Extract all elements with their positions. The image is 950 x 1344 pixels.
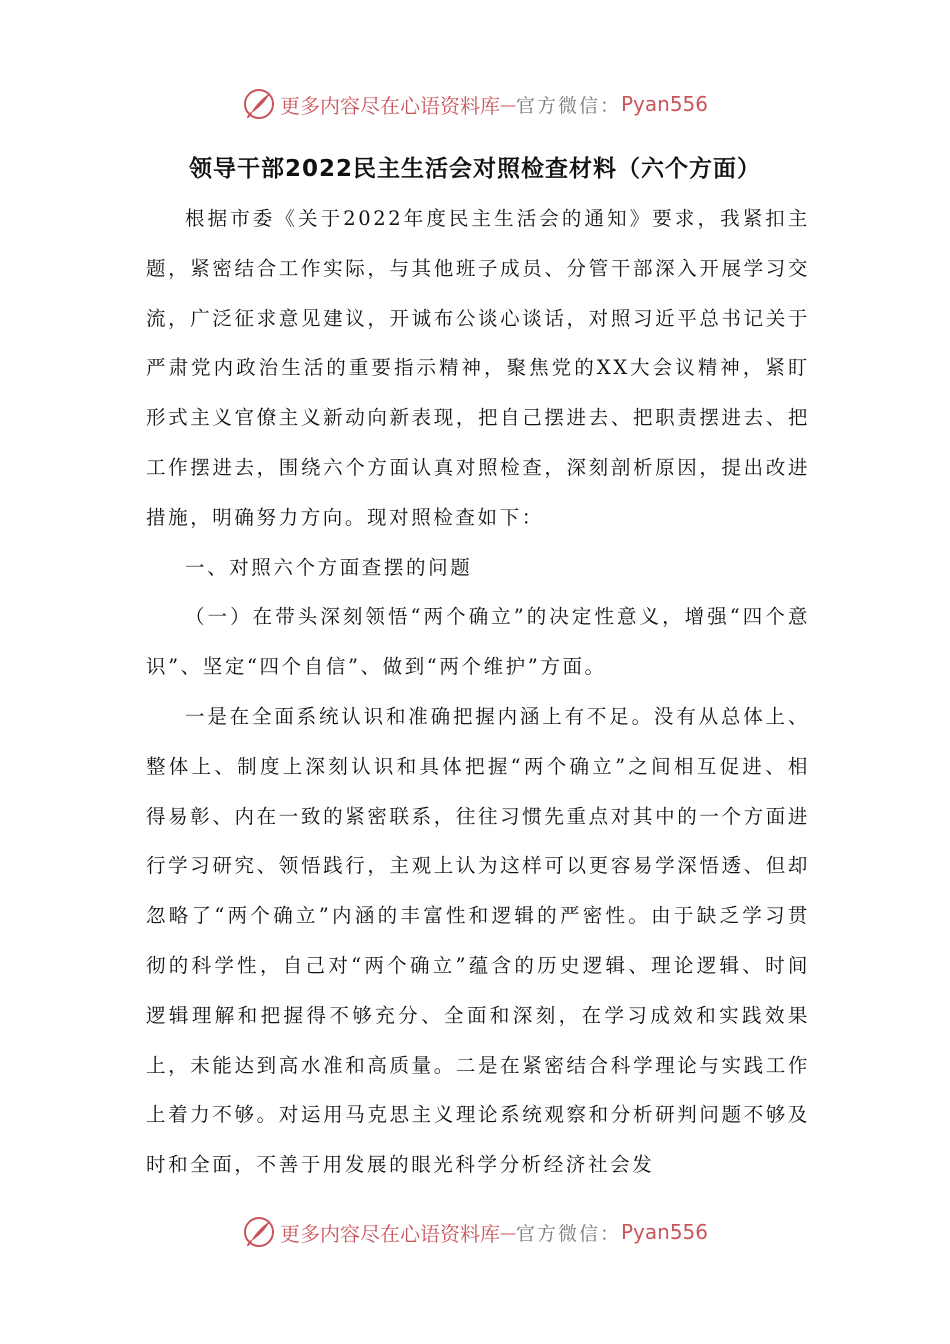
paragraph-section-heading: 一、对照六个方面查摆的问题	[185, 555, 473, 579]
document-body	[146, 194, 810, 1190]
paragraph-intro: 根据市委《关于2022年度民主生活会的通知》要求，我紧扣主题，紧密结合工作实际，与其他班子成员、分管干部深入开展学习交流，广泛征求意见建议，开诚布公谈心谈话，对照习近平总书记关于严肃党内政治生活的重要指示精神，聚焦党的XX大会议精神，紧盯形式主义官僚主义新动向新表现，把自己摆进去、把职责摆进去、把工作摆进去，围绕六个方面认真对照检查，深刻剖析原因，提出改进措施，明确努力方向。现对照检查如下：	[146, 207, 810, 529]
watermark-wechat-id: Pyan556	[621, 92, 709, 116]
watermark-separator: —	[499, 1222, 516, 1242]
watermark-label: 官方微信：	[515, 94, 621, 117]
paragraph-body: 一是在全面系统认识和准确把握内涵上有不足。没有从总体上、整体上、制度上深刻认识和具体把握“两个确立”之间相互促进、相得易彰、内在一致的紧密联系，往往习惯先重点对其中的一个方面进行学习研究、领悟践行，主观上认为这样可以更容易学深悟透、但却忽略了“两个确立”内涵的丰富性和逻辑的严密性。由于缺乏学习贯彻的科学性，自己对“两个确立”蕴含的历史逻辑、理论逻辑、时间逻辑理解和把握得不够充分、全面和深刻，在学习成效和实践效果上，未能达到高水准和高质量。二是在紧密结合科学理论与实践工作上着力不够。对运用马克思主义理论系统观察和分析研判问题不够及时和全面，不善于用发展的眼光科学分析经济社会发	[146, 704, 810, 1177]
watermark-footer	[0, 1212, 950, 1252]
watermark-label: 官方微信：	[515, 1222, 621, 1245]
paragraph-subsection-heading: （一）在带头深刻领悟“两个确立”的决定性意义，增强“四个意识”、坚定“四个自信”、做到“两个维护”方面。	[146, 605, 810, 679]
quill-logo-icon	[242, 1215, 276, 1249]
watermark-header	[0, 84, 950, 124]
watermark-site-text: 更多内容尽在心语资料库	[279, 1221, 500, 1246]
quill-logo-icon	[242, 87, 276, 121]
watermark-site-text: 更多内容尽在心语资料库	[279, 93, 500, 118]
document-title: 领导干部2022民主生活会对照检查材料（六个方面）	[188, 156, 761, 182]
watermark-wechat-id: Pyan556	[621, 1220, 709, 1244]
watermark-separator: —	[499, 94, 516, 114]
